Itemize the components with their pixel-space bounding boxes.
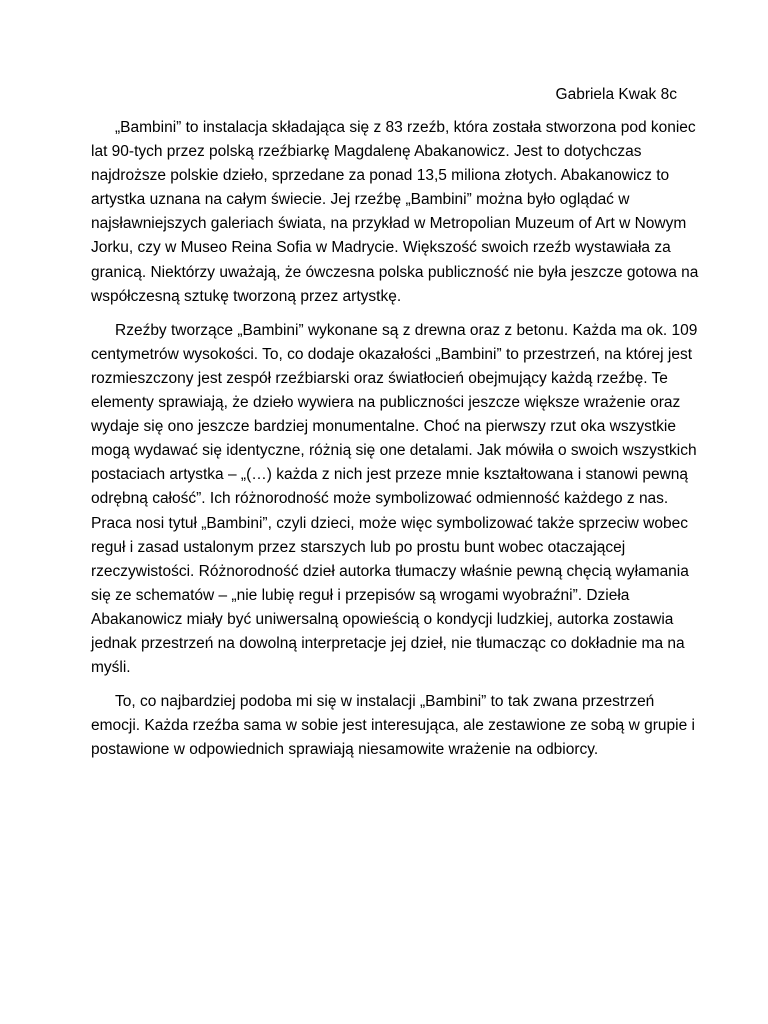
- paragraph-line: lat 90-tych przez polską rzeźbiarkę Magdalenę Abakanowicz. Jest to dotychczas: [91, 143, 642, 161]
- paragraph-line: centymetrów wysokości. To, co dodaje okazałości „Bambini” to przestrzeń, na której jest: [91, 345, 693, 363]
- paragraph-line: emocji. Każda rzeźba sama w sobie jest interesująca, ale zestawione ze sobą w grupie i: [91, 717, 695, 735]
- paragraph-line: postawione w odpowiednich sprawiają niesamowite wrażenie na odbiorcy.: [91, 741, 599, 759]
- paragraph-line: Praca nosi tytuł „Bambini”, czyli dzieci, może więc symbolizować także sprzeciw wobec: [91, 514, 688, 532]
- essay-body: [91, 116, 699, 772]
- paragraph-line: postaciach artystka – „(…) każda z nich jest przeze mnie kształtowana i stanowi pewną: [91, 466, 689, 484]
- paragraph-line: artystka uznana na całym świecie. Jej rzeźbę „Bambini” można było oglądać w: [91, 191, 630, 209]
- paragraph-line: elementy sprawiają, że dzieło wywiera na publiczności jeszcze większe wrażenie oraz: [91, 394, 681, 412]
- essay-paragraph: [91, 690, 695, 762]
- paragraph-line: myśli.: [91, 659, 131, 677]
- paragraph-line: najsławniejszych galeriach świata, na przykład w Metropolian Muzeum of Art w Nowym: [91, 215, 687, 233]
- paragraph-line: Abakanowicz miały być uniwersalną opowieścią o kondycji ludzkiej, autorka zostawia: [91, 610, 674, 628]
- paragraph-line: Jorku, czy w Museo Reina Sofia w Madrycie. Większość swoich rzeźb wystawiała za: [91, 239, 671, 257]
- paragraph-line: To, co najbardziej podoba mi się w instalacji „Bambini” to tak zwana przestrzeń: [115, 693, 655, 711]
- paragraph-line: odrębną całość”. Ich różnorodność może symbolizować odmienność każdego z nas.: [91, 490, 669, 508]
- paragraph-line: „Bambini” to instalacja składająca się z 83 rzeźb, która została stworzona pod koniec: [115, 119, 696, 136]
- author-name: Gabriela Kwak 8c: [555, 86, 677, 103]
- paragraph-line: wydaje się ono jeszcze bardziej monumentalne. Choć na pierwszy rzut oka wszystkie: [91, 418, 676, 436]
- paragraph-line: najdroższe polskie dzieło, sprzedane za ponad 13,5 miliona złotych. Abakanowicz to: [91, 167, 670, 185]
- paragraph-line: współczesną sztukę tworzoną przez artystkę.: [91, 287, 402, 305]
- paragraph-line: granicą. Niektórzy uważają, że ówczesna polska publiczność nie była jeszcze gotowa na: [91, 263, 699, 281]
- essay-paragraph: [91, 319, 698, 680]
- paragraph-line: reguł i zasad ustalonym przez starszych lub po prostu bunt wobec otaczającej: [91, 538, 626, 556]
- paragraph-line: Rzeźby tworzące „Bambini” wykonane są z drewna oraz z betonu. Każda ma ok. 109: [115, 321, 698, 339]
- paragraph-line: rzeczywistości. Różnorodność dzieł autorka tłumaczy właśnie pewną chęcią wyłamania: [91, 562, 689, 580]
- essay-paragraph: [91, 116, 699, 309]
- paragraph-line: się ze schematów – „nie lubię reguł i przepisów są wrogami wyobraźni”. Dzieła: [91, 586, 630, 604]
- paragraph-line: mogą wydawać się identyczne, różnią się one detalami. Jak mówiła o swoich wszystkich: [91, 442, 697, 460]
- paragraph-line: jednak przestrzeń na dowolną interpretacje jej dzieł, nie tłumacząc co dokładnie ma na: [91, 634, 685, 652]
- paragraph-line: rozmieszczony jest zespół rzeźbiarski oraz światłocień obejmujący każdą rzeźbę. Te: [91, 369, 668, 387]
